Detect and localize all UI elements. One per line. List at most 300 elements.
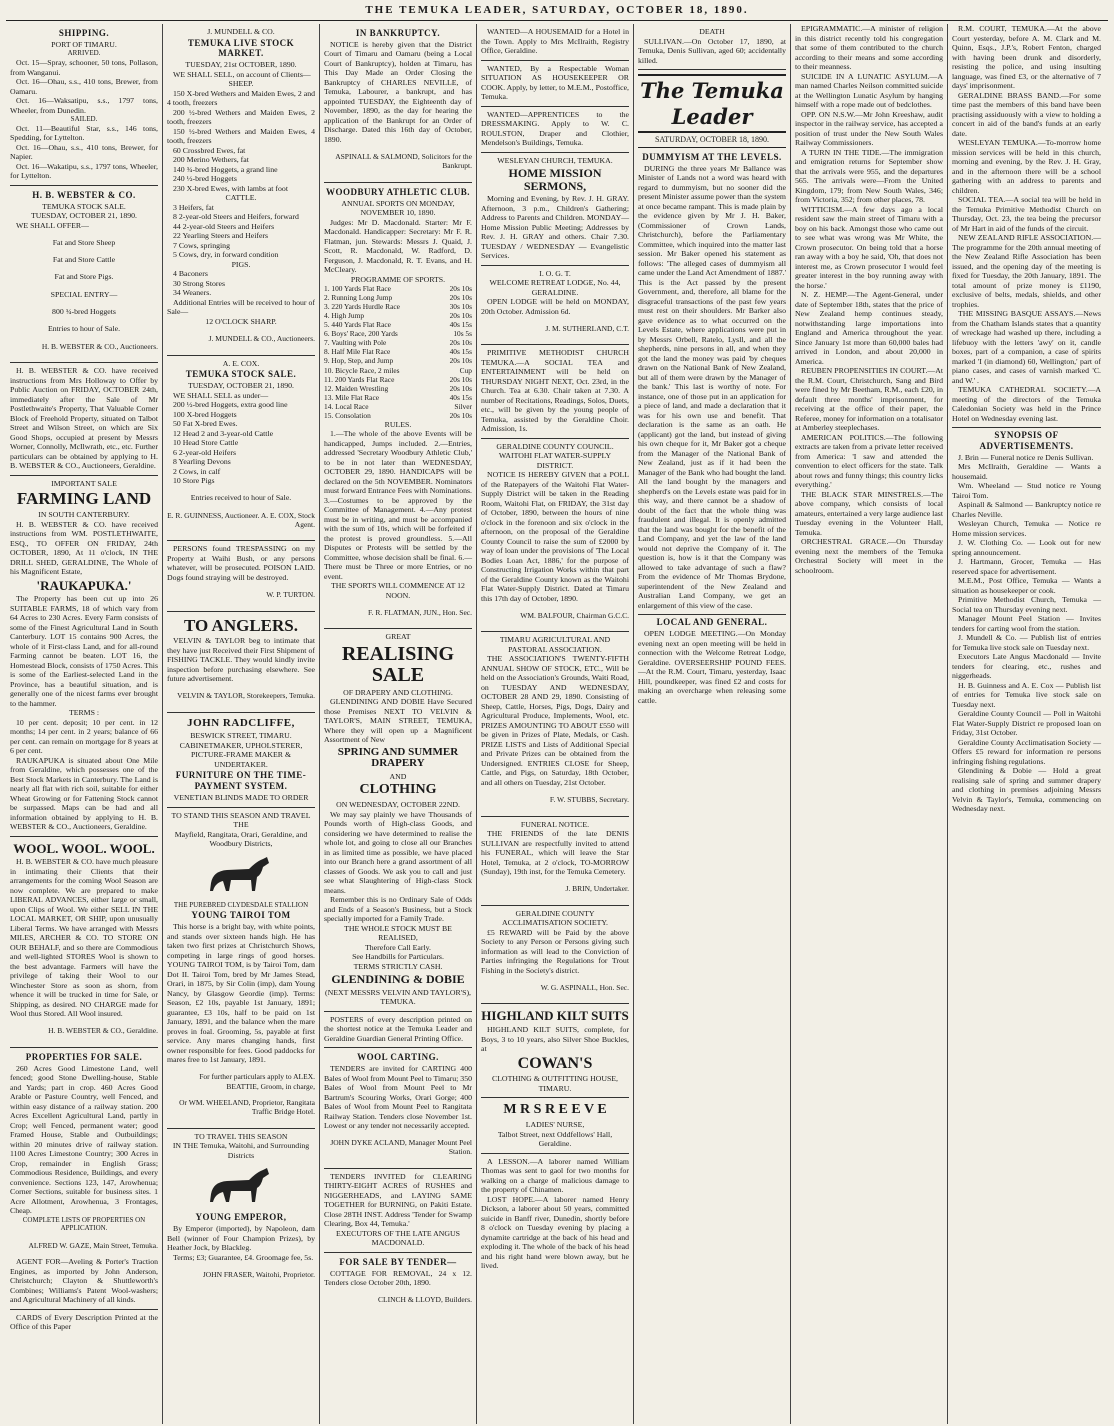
event-row: [324, 375, 472, 384]
ad-body: The Property has been cut up into 26 SUITABLE FARMS, 18 of which vary from 64 Acres to 230 Acres. Every Farm consists of some of the Finest Agricultural Land in South Canterbury. LOT 15 contains 900 Acres, the whole of it First-class Land, and for all-round Farming cannot be beaten. LOT 16, the Homestead Block, consists of 1750 Acres. This is some of the Earliest-selected Land in the Province, has a beautiful situation, and is generally one of the nicest farms ever brought to the hammer.: [10, 594, 158, 708]
ad-subheading: LADIES' NURSE,: [525, 1120, 585, 1130]
ad-body: Terms; £3; Guarantee, £4. Groomage fee, 5s.: [173, 1252, 314, 1262]
ad-body: H. B. WEBSTER & CO. have received instructions from WM. POSTLETHWAITE, ESQ., TO OFFER ON FRIDAY, 24th OCTOBER, 1890, At 11 o'clock, IN THE DRILL SHED, GERALDINE, The Whole of his Magnificent Estate,: [10, 519, 158, 577]
event-row: [324, 338, 472, 347]
ad-signature: For further particulars apply to ALEX. BEATTIE, Groom, in charge,: [199, 1072, 315, 1091]
ad-signature: J. M. SUTHERLAND, C.T.: [545, 323, 629, 333]
cards-ad: [10, 1310, 158, 1336]
ad-line: 12 O'CLOCK SHARP.: [205, 316, 277, 326]
realising-sale-ad: [324, 629, 472, 1011]
event-name: 13. Mile Flat Race: [324, 392, 380, 402]
ad-signature: WM. BALFOUR, Chairman G.C.C.: [520, 610, 629, 620]
event-row: [324, 302, 472, 311]
sheep-entry: 150 X-bred Wethers and Maiden Ewes, 2 and 4 tooth, freezers: [167, 88, 315, 108]
column-7: [948, 24, 1105, 1424]
ad-address: BESWICK STREET, TIMARU.: [190, 731, 292, 741]
waitohi-poll-notice: [481, 439, 629, 633]
event-prize: 20s 10s: [449, 383, 472, 393]
news-paragraph: N. Z. HEMP.—The Agent-General, under date of September 18th, states that the price of New Zealand hemp continues steady, notwithstanding large importations into England and America throughout the year. Since January 1st more than 60,000 bales had arrived in London, and about 20,000 in America.: [795, 290, 943, 366]
ad-body: By Emperor (imported), by Napoleon, dam Bell (winner of Four Champion Prizes), by Heather Jock, by Blackleg.: [167, 1224, 315, 1253]
posters-ad: [324, 1012, 472, 1049]
events-table: [324, 284, 472, 419]
sheep-entry: 60 Crossbred Ewes, fat: [173, 145, 246, 155]
event-name: 2. Running Long Jump: [324, 293, 393, 303]
ad-subheading: ANNUAL SPORTS ON MONDAY, NOVEMBER 10, 1890.: [341, 198, 455, 218]
event-row: [324, 284, 472, 293]
ad-body: H. B. WEBSTER & CO. have received instructions from Mrs Holloway to Offer by Public Auction on FRIDAY, OCTOBER 24th, immediately after the Sale of Mr Postlethwaite's Property, That Valuable Corner Block of Freehold Property, situated on Talbot Street and Wilson Street, on which are Six Good Shops, occupied at present by Messrs Worner, Connolly, McIlwrath, etc., etc. Further particulars can be obtained by applying to H. B. WEBSTER & CO., Auctioneers, Geraldine.: [10, 366, 158, 471]
ad-heading: DEATH: [699, 27, 725, 36]
ad-line: (NEXT MESSRS VELVIN AND TAYLOR'S), TEMUKA.: [325, 987, 471, 1007]
ad-signature: F. R. FLATMAN, JUN., Hon. Sec.: [368, 607, 472, 617]
ad-line: Entries to hour of Sale.: [47, 324, 121, 334]
event-prize: Cup: [459, 365, 472, 375]
ad-body: 260 Acres Good Limestone Land, well fenced; good Stone Dwelling-house, Stable and Yards; part in crop. 460 Acres Good Arable or Pasture Country, well Fenced, and within easy distance of a railway station. 200 Acres Excellent Agricultural Land, partly in Crop; well Fenced, permanent water; good Framed House, Stable and Outbuildings; within 20 minutes drive of railway station. 1100 Acres Limestone Country; 300 Acres in Crop, remainder in English Grass; Commodious Residence, Buildings, and every convenience. Sections 123, 147, Arowhenua; Corner Sections, suitable for business sites. 1 Acre Allotment, Arowhenua, 3 Frontages, Cheap.: [10, 1063, 158, 1216]
ad-body: NOTICE IS HEREBY GIVEN that a POLL of the Ratepayers of the Waitohi Flat Water-Supply District will be taken in the Reading Room, Waitohi Flat, on FRIDAY, the 31st day of October, 1890, between the hours of nine o'clock in the forenoon and six o'clock in the afternoon, on the proposal of the Geraldine County Council to raise the sum of £2000 by way of loan under the provisions of 'The Local Bodies Loan Act, 1886,' for the purpose of Constructing Irrigation Works within that part of the Geraldine County known as the Waitohi Flat Water-Supply District. Dated at Timaru this 17th day of October, 1890.: [481, 470, 629, 603]
sheep-heading: SHEEP.: [228, 79, 254, 89]
ad-line: AND: [389, 771, 407, 781]
local-general-body: OPEN LODGE MEETING.—On Monday evening next an open meeting will be held in connection with the Welcome Retreat Lodge, Geraldine. OVERSEERSHIP POUND FEES.—At the R.M. Court, Timaru, yesterday, Isaac Hill, poundkeeper, was fined £2 and costs for making an overcharge when releasing some cattle.: [638, 629, 786, 705]
ad-address: Talbot Street, next Oddfellows' Hall, Geraldine.: [497, 1129, 613, 1149]
sailing-entry: Oct. 16—Ohau, s.s., 410 tons, Brewer, for Napier.: [10, 142, 158, 162]
sheep-entry: 150 ½-bred Wethers and Maiden Ewes, 4 tooth, freezers: [167, 126, 315, 146]
mundell-stock-market-ad: [167, 24, 315, 356]
ad-subheading: Mayfield, Rangitata, Orari, Geraldine, and Woodbury Districts,: [174, 829, 308, 849]
event-prize: 20s 10s: [449, 293, 472, 303]
ad-body: WANTED, By a Respectable Woman SITUATION AS HOUSEKEEPER OR COOK. Apply, by letter, to M.E.M., Postoffice, Temuka.: [481, 63, 629, 101]
cox-stock-sale-ad: [167, 356, 315, 542]
cattle-entry: 8 2-year-old Steers and Heifers, forward: [173, 212, 299, 222]
ad-line: WE SHALL SELL as under—: [173, 390, 269, 400]
pigs-heading: PIGS.: [231, 259, 251, 269]
cattle-entry: 10 Head Store Cattle: [173, 438, 239, 448]
wesleyan-ad: [481, 153, 629, 266]
event-row: [324, 329, 472, 338]
ad-body: NOTICE is hereby given that the District Court of Timaru and Oamaru (being a Local Court of Bankruptcy), holden at Timaru, has This Day Made an Order Closing the Bankruptcy of CHARLES NEVILLE, of Temuka, Labourer, a bankrupt, and has appointed TUESDAY, the Eighteenth day of November, 1890, as the day for hearing the application of the Bankrupt for an Order of Discharge. Dated this 16th day of October, 1890.: [324, 39, 472, 144]
event-row: [324, 384, 472, 393]
synopsis-item: M.E.M., Post Office, Temuka — Wants a situation as housekeeper or cook.: [952, 576, 1101, 595]
anglers-ad: [167, 612, 315, 713]
ad-body: CARDS of Every Description Printed at the Office of this Paper: [10, 1312, 158, 1332]
ad-body: H. B. WEBSTER & CO. have much pleasure in intimating their Clients that their arrangements for the coming Wool Season are now complete. We are prepared to make LIBERAL ADVANCES, either large or small, upon Clips of Wool. We either SELL IN THE LOCAL MARKET, OR SHIP, upon unusually Liberal Terms. We have arranged with Messrs MILES, ARCHER & CO. TO STORE ON OUR BEHALF, and so there are Commodious and well-lighted STORES Wool is shown to the best advantage. Farmers will have the privilege of taking their Wool to our Winchester Store as soon as shorn, from whence it will be trucked in time for Sale, or Shipping, as desired. NO CHARGE made for Wool thus Stored. All Wool insured.: [10, 857, 158, 1019]
news-paragraph: EPIGRAMMATIC.—A minister of religion in this district recently told his congregation that some of them contributed to the church according to their means and some according to their meanness.: [795, 24, 943, 71]
arrived-list: [10, 58, 158, 115]
death-notice: [638, 24, 786, 70]
news-paragraph: THE BLACK STAR MINSTRELS.—The above company, which consists of local amateurs, entertained a very large audience last Tuesday evening in the Volunteer Hall, Temuka.: [795, 489, 943, 537]
cattle-entry: 5 Cows, dry, in forward condition: [173, 250, 279, 260]
event-row: [324, 356, 472, 365]
event-name: 6. Boys' Race, 200 Yards: [324, 329, 398, 339]
pigs-entry: 10 Store Pigs: [173, 476, 215, 486]
event-row: [324, 393, 472, 402]
event-prize: Silver: [454, 401, 472, 411]
editorial-heading: DUMMYISM AT THE LEVELS.: [642, 151, 782, 162]
column-6: [791, 24, 948, 1424]
sheep-entry: 230 X-bred Ewes, with lambs at foot: [173, 183, 288, 193]
ad-heading: HOME MISSION SERMONS,: [508, 166, 602, 193]
news-items: [481, 1154, 629, 1275]
synopsis-item: Geraldine County Acclimatisation Society — Offers £5 reward for information re persons infringing fishing regulations.: [952, 737, 1101, 766]
ad-subheading: OF DRAPERY AND CLOTHING.: [343, 687, 453, 697]
housemaid-ad: [481, 24, 629, 61]
horse-illustration: [201, 853, 281, 897]
event-name: 8. Half Mile Flat Race: [324, 347, 391, 357]
ad-heading: GLENDINING & DOBIE: [331, 972, 465, 987]
ad-heading: REALISING SALE: [341, 642, 455, 686]
event-prize: 10s 5s: [453, 329, 472, 339]
holloway-auction-ad: [10, 363, 158, 476]
highland-kilt-ad: [481, 1004, 629, 1098]
ad-signature: EXECUTORS OF THE LATE ANGUS MACDONALD.: [335, 1228, 461, 1248]
ad-line: THE WHOLE STOCK MUST BE REALISED,: [344, 923, 452, 943]
synopsis-item: J. Hartmann, Grocer, Temuka — Has reserved space for advertisement.: [952, 557, 1101, 576]
event-name: 14. Local Race: [324, 401, 369, 411]
synopsis-item: H. B. Guinness and A. E. Cox — Publish list of entries for Temuka live stock sale on Tuesday next.: [952, 680, 1101, 709]
radcliffe-ad: [167, 713, 315, 808]
ad-heading: SPRING AND SUMMER DRAPERY: [337, 745, 459, 770]
sheep-entry: 200 ½-bred Wethers and Maiden Ewes, 2 tooth, freezers: [167, 107, 315, 127]
ad-subheading: VENETIAN BLINDS MADE TO ORDER: [173, 793, 309, 803]
event-prize: 40s 15s: [449, 392, 472, 402]
ad-body: 1.—The whole of the above Events will be handicapped, Jumps included. 2.—Entries, addressed 'Secretary Woodbury Athletic Club,' to be in not later than WEDNESDAY, OCTOBER 29, 1890. HANDICAPS will be declared on the 5th NOVEMBER. Nominators must forward Entrance Fees with Nominations. 3.—Costumes to be approved by the Committee of Management. 4.—Any protest must be in writing, and must be accompanied with the sum of 10s, which will be forfeited if the protest is proved groundless. 5.—All Disputes or Protests will be settled by the Committee, whose decision shall be final. 6.—There must be Three or more Entries, or no event.: [324, 429, 472, 581]
pigs-entry: 34 Weaners.: [173, 288, 212, 298]
properties-ad: [10, 1048, 158, 1310]
event-row: [324, 311, 472, 320]
ad-signature: J. MUNDELL & CO., Auctioneers.: [208, 333, 315, 343]
columns: [6, 24, 1108, 1424]
event-prize: 20s 10s: [449, 356, 472, 366]
shipping-section: [10, 24, 158, 186]
ad-signature: W. P. TURTON.: [266, 589, 315, 599]
event-name: 4. High Jump: [324, 311, 365, 321]
news-paragraph: ORCHESTRAL GRACE.—On Thursday evening next the members of the Temuka Orchestral Society will meet in the schoolroom.: [795, 537, 943, 575]
ad-line: TERMS STRICTLY CASH.: [353, 961, 443, 971]
ad-heading: IN BANKRUPTCY.: [355, 28, 441, 38]
ad-line: WE SHALL OFFER—: [16, 220, 89, 230]
primitive-methodist-ad: [481, 345, 629, 439]
ad-body: AGENT FOR—Aveling & Porter's Traction Engines, as imported by John Anderson, Christchurch; Clayton & Shuttleworth's Combines; Williams's Patent Wool-washers; and Agricultural Machinery of all kinds.: [10, 1257, 158, 1305]
local-general-heading: LOCAL AND GENERAL.: [638, 614, 786, 628]
news-paragraph: SOCIAL TEA.—A social tea will be held in the Temuka Primitive Methodist Church on Thursday, Oct. 23, the tea being the precursor of Mr Hart in aid of the funds of the circuit.: [952, 195, 1101, 233]
news-paragraph: AMERICAN POLITICS.—The following extracts are taken from a private letter received from America: 'I saw and attended the convention to elect officers for the state. Talk about rows and funny things; this country licks everything.': [795, 432, 943, 489]
event-row: [324, 402, 472, 411]
ad-signature: ASPINALL & SALMOND, Solicitors for the Bankrupt.: [335, 151, 472, 171]
event-row: [324, 293, 472, 302]
ad-signature: JOHN FRASER, Waitohi, Proprietor.: [202, 1269, 315, 1279]
news-paragraph: A LESSON.—A laborer named William Thomas was sent to gaol for two months for walking on a charge of malicious damage to the property of Chinamen.: [481, 1156, 629, 1195]
trespass-ad: [167, 541, 315, 611]
ad-body: RAUKAPUKA is situated about One Mile from Geraldine, which possesses one of the Best Stock Markets in Canterbury. The Land is nearly all flat with rich soil, suitable for either Wheat Growing or for Fattening Stock cannot be surpassed. Maps can be had and all information obtained by applying to H. B. WEBSTER & CO., Auctioneers, Geraldine.: [10, 755, 158, 832]
rules-heading: RULES.: [384, 419, 412, 429]
cattle-entry: 6 2-year-old Heifers: [173, 447, 237, 457]
ad-subheading: TEMUKA STOCK SALE.: [185, 369, 297, 380]
ad-line: THE SPORTS WILL COMMENCE AT 12 NOON.: [331, 581, 465, 600]
ad-heading: J. MUNDELL & CO.: [207, 27, 275, 36]
synopsis-item: Mrs McIlraith, Geraldine — Wants a housemaid.: [952, 462, 1101, 481]
reeve-ad: [481, 1098, 629, 1153]
event-name: 15. Consolation: [324, 410, 371, 420]
ad-subheading: TEMUKA STOCK SALE.: [42, 201, 126, 211]
synopsis-item: J. Brin — Funeral notice re Denis Sullivan.: [958, 452, 1094, 462]
event-prize: 20s 10s: [449, 338, 472, 348]
ad-heading: TO ANGLERS.: [183, 615, 298, 635]
ad-signature: W. G. ASPINALL, Hon. Sec.: [540, 982, 629, 992]
sheep-entry: 100 X-bred Hoggets: [173, 409, 237, 419]
event-prize: 40s 15s: [449, 347, 472, 357]
news-paragraph: TEMUKA CATHEDRAL SOCIETY.—A meeting of the directors of the Temuka Caledonian Society was held in the Prince Hotel on Wednesday evening last.: [952, 385, 1101, 423]
emperor-stallion-ad: [167, 1129, 315, 1291]
horse-illustration: [201, 1164, 281, 1208]
event-row: [324, 366, 472, 375]
ad-heading: FOR SALE BY TENDER—: [339, 1256, 457, 1267]
sailing-entry: Oct. 11—Beautiful Star, s.s., 146 tons, Spedding, for Lyttelton.: [10, 123, 158, 143]
synopsis-item: Aspinall & Salmond — Bankruptcy notice re Charles Neville.: [952, 500, 1101, 519]
ad-body: GLENDINING AND DOBIE Have Secured those Premises NEXT TO VELVIN & TAYLOR'S, MAIN STREET, TEMUKA, Where they will open up a Magnificent Assortment of New: [324, 697, 472, 745]
news-paragraph: A TURN IN THE TIDE.—The immigration and emigration returns for September show that the arrivals were 955, and the departures 565. The arrivals were—From the United Kingdom, 179; from New South Wales, 346; from Victoria, 352; from other places, 78.: [795, 147, 943, 204]
ad-heading: CLOTHING: [359, 782, 437, 798]
ad-subheading: TO STAND THIS SEASON AND TRAVEL THE: [171, 810, 311, 830]
column-2: [163, 24, 320, 1424]
event-name: 3. 220 Yards Hurdle Race: [324, 302, 400, 312]
news-paragraph: GERALDINE BRASS BAND.—For some time past the members of this band have been practising assiduously with a view to holding a concert in aid of the band's funds at an early date.: [952, 90, 1101, 138]
clearing-tender-ad: [324, 1169, 472, 1253]
sailed-heading: SAILED.: [70, 115, 98, 123]
woodbury-athletic-ad: [324, 183, 472, 630]
ad-line: Additional Entries will be received to hour of Sale—: [167, 297, 315, 317]
cattle-entry: 3 Heifers, fat: [173, 202, 214, 212]
bankruptcy-notice: [324, 24, 472, 183]
ad-body: £5 REWARD will be Paid by the above Society to any Person or Persons giving such information as will lead to the Conviction of Parties infringing the Regulations for Trout Fishing in the Society's district.: [481, 927, 629, 975]
ad-body: PERSONS found TRESPASSING on my Property at Waihi Bush, or any persons whatever, will be prosecuted. POISON LAID. Dogs found straying will be destroyed.: [167, 544, 315, 582]
sheep-entry: 240 ½-bred Hoggets: [173, 174, 237, 184]
agricultural-show-ad: [481, 632, 629, 816]
wool-carting-ad: [324, 1048, 472, 1169]
sheep-entry: 50 Fat X-bred Ewes.: [173, 419, 238, 429]
cattle-entry: 22 Yearling Steers and Heifers: [173, 231, 269, 241]
paper-date: SATURDAY, OCTOBER 18, 1890.: [638, 135, 786, 148]
event-prize: 20s 10s: [449, 410, 472, 420]
ad-line: Entries received to hour of Sale.: [190, 493, 292, 503]
ad-body: Judges: Mr D. Macdonald. Starter: Mr F. Macdonald. Handicapper: Secretary: Mr F. R. Flatman, jun. Stewards: Messrs J. Quaid, J. Scott, R. Macdonald, W. Radford, D. Ferguson, J. Macdonald, R. T. Evans, and H. McCleary.: [324, 217, 472, 275]
ad-body: THE ASSOCIATION'S TWENTY-FIFTH ANNUAL SHOW OF STOCK, ETC., Will be held on the Association's Grounds, Waiti Road, on TUESDAY AND WEDNESDAY, OCTOBER 28 AND 29, 1890. Consisting of Sheep, Cattle, Horses, Pigs, Dogs, Dairy and Agricultural Produce, Implements, Wool, etc. PRIZES AMOUNTING TO ABOUT £550 will be given in Prizes of Plate, Medals, or Cash. PRIZE LISTS and Lists of Additional Special and Private Prizes can be obtained from the Undersigned. ENTRIES CLOSE for Sheep, Cattle, and Pigs, on Saturday, 18th October, and all others on Tuesday, 21st October.: [481, 654, 629, 787]
synopsis-list: [952, 453, 1101, 814]
ad-subheading: IN THE Temuka, Waitohi, and Surrounding Districts: [172, 1141, 310, 1160]
iogt-ad: [481, 266, 629, 346]
event-prize: 20s 10s: [449, 284, 472, 294]
ad-subheading: IN SOUTH CANTERBURY.: [38, 510, 130, 520]
column-3: [320, 24, 477, 1424]
ad-heading: PROPERTIES FOR SALE.: [25, 1051, 143, 1062]
ad-heading: M R S R E E V E: [503, 1102, 607, 1118]
webster-stock-sale-ad: [10, 186, 158, 364]
ad-signature: ALFRED W. GAZE, Main Street, Temuka.: [28, 1240, 158, 1250]
arrival-entry: Oct. 16—Ohau, s.s., 410 tons, Brewer, from Oamaru.: [10, 77, 158, 96]
ad-body: WANTED—APPRENTICES to the DRESSMAKING. Apply to W. C. ROULSTON, Draper and Clothier, Mendelson's Buildings, Temuka.: [481, 109, 629, 147]
cottage-tender-ad: [324, 1253, 472, 1316]
ad-line: 800 ¾-bred Hoggets: [52, 306, 116, 316]
ad-note: COMPLETE LISTS OF PROPERTIES ON APPLICATION.: [22, 1215, 146, 1233]
ad-heading: I. O. G. T.: [539, 268, 571, 278]
sheep-entry: 200 ½-bred Hoggets, extra good line: [173, 400, 288, 410]
ad-date: TUESDAY, OCTOBER 21, 1890.: [31, 211, 137, 220]
cattle-entry: 12 Head 2 and 3-year-old Cattle: [173, 428, 274, 438]
ad-heading: A. E. COX.: [222, 358, 260, 368]
ad-signature: H. B. WEBSTER & CO., Auctioneers.: [41, 341, 158, 351]
pigs-entry: 4 Baconers: [173, 269, 208, 279]
ad-body: SULLIVAN.—On October 17, 1890, at Temuka, Denis Sullivan, aged 60; accidentally killed.: [638, 36, 786, 65]
event-prize: 20s 10s: [449, 374, 472, 384]
sailing-entry: Oct. 16—Wakatipu, s.s., 1797 tons, Wheeler, for Lyttelton.: [10, 161, 158, 181]
ad-body: THE FRIENDS of the late DENIS SULLIVAN are respectfully invited to attend his FUNERAL, which will leave the Star Hotel, Temuka, at 2 o'clock, TO-MORROW (Sunday), 19th inst, for the Temuka Cemetery.: [481, 829, 629, 877]
ad-subheading: WESLEYAN CHURCH, TEMUKA.: [497, 155, 613, 165]
news-paragraph: R.M. COURT, TEMUKA.—At the above Court yesterday, before A. M. Clark and M. Quinn, Esqs., J.P.'s, Robert Fenton, charged with having been drunk and disorderly, resisting the police, and using insulting language, was fined £3, or the alternative of 7 days' imprisonment.: [952, 24, 1101, 90]
farming-land-ad: [10, 476, 158, 837]
ad-line: Fat and Store Pigs.: [54, 272, 114, 282]
synopsis-item: Wesleyan Church, Temuka — Notice re Home mission services.: [952, 519, 1101, 538]
ad-line: Fat and Store Sheep: [52, 237, 116, 247]
ad-signature: E. R. GUINNESS, Auctioneer. A. E. COX, Stock Agent.: [167, 510, 315, 529]
ad-subheading: IMPORTANT SALE: [51, 478, 117, 488]
synopsis-item: Wm. Wheeland — Stud notice re Young Tairoi Tom.: [952, 481, 1101, 500]
sheep-entry: 200 Merino Wethers, fat: [173, 155, 249, 165]
arrived-heading: ARRIVED.: [67, 49, 101, 58]
ad-body: We may say plainly we have Thousands of Pounds worth of High-class Goods, and considering we have determined to realise the whole lot, and going to close all our Branches in as limited time as possible, we have placed into our Branch here a grand assortment of all classes of Goods. We ask you to call and just see what Slaughtering of High-class Stock means.: [324, 809, 472, 895]
ad-body: HIGHLAND KILT SUITS, complete, for Boys, 3 to 10 years, also Silver Shoe Buckles, at: [481, 1025, 629, 1054]
ad-heading: TIMARU AGRICULTURAL AND PASTORAL ASSOCIATION.: [499, 635, 611, 654]
synopsis-item: Primitive Methodist Church, Temuka — Social tea on Thursday evening next.: [952, 595, 1101, 614]
event-row: [324, 347, 472, 356]
synopsis-item: Manager Mount Peel Station — Invites tenders for carting wool from the station.: [952, 614, 1101, 633]
wool-ad: [10, 837, 158, 1048]
synopsis-item: Glendining & Dobie — Hold a great realising sale of spring and summer drapery and clothing in premises adjoining Messrs Velvin & Taylor's, Temuka, commencing on Wednesday next.: [952, 766, 1101, 814]
news-paragraph: REUBEN PROPENSITIES IN COURT.—At the R.M. Court, Christchurch, Sang and Bird were fined by Mr Beetham, R.M., each £20, in default three months' imprisonment, for receiving at the office of their paper, the Referee, money for information on a totalisator at Amberley steeplechases.: [795, 366, 943, 432]
ad-line: See Handbills for Particulars.: [352, 952, 444, 962]
ad-subheading: GREAT: [385, 632, 411, 642]
ad-heading: FARMING LAND: [16, 489, 152, 509]
event-name: 10. Bicycle Race, 2 miles: [324, 365, 400, 375]
event-name: 11. 200 Yards Flat Race: [324, 374, 395, 384]
port-heading: PORT OF TIMARU.: [51, 39, 117, 49]
masthead: THE TEMUKA LEADER, SATURDAY, OCTOBER 18, 1890.: [6, 4, 1108, 21]
ad-line: Therefore Call Early.: [365, 942, 431, 952]
ad-heading: H. B. WEBSTER & CO.: [32, 189, 136, 200]
synopsis-heading: SYNOPSIS OF ADVERTISEMENTS.: [952, 427, 1101, 452]
column-1: [6, 24, 163, 1424]
ad-signature: JOHN DYKE ACLAND, Manager Mount Peel Station.: [330, 1138, 472, 1157]
news-paragraph: OPP. ON N.S.W.—Mr John Kreeshaw, audit inspector in the railway service, has accepted a position of trust under the New South Wales Railway Commissioners.: [795, 109, 943, 147]
funeral-notice: [481, 817, 629, 906]
ad-heading: HIGHLAND KILT SUITS: [481, 1008, 629, 1024]
shipping-heading: SHIPPING.: [58, 28, 110, 38]
ad-heading: COWAN'S: [517, 1054, 593, 1072]
cattle-entry: 44 2-year-old Steers and Heifers: [173, 221, 275, 231]
sailed-list: [10, 124, 158, 181]
synopsis-item: J. Mundell & Co. — Publish list of entries for Temuka live stock sale on Tuesday next.: [952, 633, 1101, 652]
ad-heading: WOODBURY ATHLETIC CLUB.: [326, 186, 470, 197]
ad-subheading: THE PUREBRED CLYDESDALE STALLION: [173, 900, 309, 909]
event-name: 1. 100 Yards Flat Race: [324, 284, 391, 294]
ad-body: Remember this is no Ordinary Sale of Odds and Ends of a Season's Business, but a Stock specially imported for a Family Trade.: [324, 895, 472, 924]
news-paragraph: THE MISSING BASQUE ASSAYS.—News from the Chatham Islands states that a quantity of wreckage had washed up there, including a lifebuoy with the letters 'awy' on it, candle boxes, part of a companion, a case of spirits marked 'I (in diamond) 60, Wellington,' part of piano cases, and cases of varnish marked 'C. and W.' .: [952, 309, 1101, 385]
ad-signature: H. B. WEBSTER & CO., Geraldine.: [48, 1026, 158, 1036]
ad-body: COTTAGE FOR REMOVAL, 24 x 12. Tenders close October 20th, 1890.: [324, 1268, 472, 1288]
ad-subheading: FURNITURE ON THE TIME-PAYMENT SYSTEM.: [175, 770, 307, 792]
paper-title: The Temuka Leader: [638, 74, 786, 133]
synopsis-item: Geraldine County Council — Poll in Waitohi Flat Water-Supply District re proposed loan on Friday, 31st October.: [952, 709, 1101, 738]
ad-heading: YOUNG EMPEROR,: [195, 1212, 287, 1223]
ad-body: TENDERS INVITED for CLEARING THIRTY-EIGHT ACRES of RUSHES and NIGGERHEADS, and LAYING SAME TOGETHER for BURNING, on Pakiti Estate. Close 28TH INST. Address 'Tender for Swamp Clearing, Box 44, Temuka.': [324, 1171, 472, 1229]
ad-body: VELVIN & TAYLOR beg to intimate that they have just Received their First Shipment of FISHING TACKLE. They would kindly invite inspection before purchasing elsewhere. See future advertisement.: [167, 636, 315, 684]
ad-date: TUESDAY, OCTOBER 21, 1890.: [188, 381, 294, 391]
ad-body: Morning and Evening, by Rev. J. H. GRAY. Afternoon, 3 p.m., Children's Gathering; Address to Parents and Children. MONDAY—Home Mission Public Meeting; Addresses by Rev. J. H. GRAY and others. Chair 7.30. TUESDAY / WEDNESDAY — Evangelistic Services.: [481, 194, 629, 261]
cattle-entry: 7 Cows, springing: [173, 240, 230, 250]
terms-heading: TERMS :: [68, 708, 100, 718]
sheep-entry: 140 ¾-bred Hoggets, a grand line: [173, 164, 278, 174]
ad-line: SPECIAL ENTRY—: [50, 289, 118, 299]
ad-body: TENDERS are invited for CARTING 400 Bales of Wool from Mount Peel to Timaru; 350 Bales of Wool from Mount Peel to Mr Bartrum's Scouring Works, Orari Gorge; 400 Bales of Wool from Mount Peel to Rangitata Railway Station. Tenders close November 1st. Lowest or any tender not necessarily accepted.: [324, 1064, 472, 1131]
cattle-heading: CATTLE.: [225, 193, 257, 203]
column-5: [634, 24, 791, 1424]
event-row: [324, 411, 472, 420]
event-prize: 40s 15s: [449, 320, 472, 330]
ad-subheading: TO TRAVEL THIS SEASON: [194, 1131, 288, 1141]
ad-subheading: CABINETMAKER, UPHOLSTERER, PICTURE-FRAME MAKER & UNDERTAKER.: [179, 740, 303, 769]
ad-subheading: WELCOME RETREAT LODGE, No. 44, GERALDINE.: [489, 278, 621, 297]
event-name: 5. 440 Yards Flat Race: [324, 320, 391, 330]
column-4: [477, 24, 634, 1424]
cattle-entry: 8 Yearling Devons: [173, 457, 231, 467]
news-paragraph: NEW ZEALAND RIFLE ASSOCIATION.—The programme for the 20th annual meeting of the New Zealand Rifle Association has been issued, and the opening day of the meeting is fixed for Tuesday, the 20th January, 1891. The total amount of prize money is £1190, exclusive of belts, medals, shields, and other trophies.: [952, 233, 1101, 309]
ad-body: WANTED—A HOUSEMAID for a Hotel in the Town. Apply to Mrs McIlraith, Registry Office, Geraldine.: [481, 27, 629, 55]
ad-line: WE SHALL SELL, on account of Clients—: [173, 69, 311, 79]
cattle-entry: 2 Cows, in calf: [173, 466, 221, 476]
ad-date: TUESDAY, 21st OCTOBER, 1890.: [185, 60, 297, 70]
ad-heading: YOUNG TAIROI TOM: [191, 910, 291, 921]
ad-line: Fat and Store Cattle: [52, 255, 116, 265]
ad-heading: GERALDINE COUNTY ACCLIMATISATION SOCIETY.: [502, 908, 608, 928]
ad-date: ON WEDNESDAY, OCTOBER 22ND.: [336, 800, 460, 810]
ad-subheading: TEMUKA LIVE STOCK MARKET.: [187, 37, 295, 59]
ad-signature: Or WM. WHEELAND, Proprietor, Rangitata Traffic Bridge Hotel.: [179, 1098, 315, 1117]
synopsis-item: J. W. Clothing Co. — Look out for new spring announcement.: [952, 538, 1101, 557]
ad-body: 10 per cent. deposit; 10 per cent. in 12 months; 14 per cent. in 2 years; balance of 66 per cent. can remain on mortgage for 8 years at 6 per cent.: [10, 717, 158, 756]
event-name: 7. Vaulting with Pole: [324, 338, 387, 348]
ad-heading: WOOL CARTING.: [357, 1052, 439, 1063]
editorial-body: DURING the three years Mr Ballance was Minister of Lands not a word was heard with regard to dummyism, but no sooner did the present Minister assume power than the system at once became rampant. This is made plain by the evidence given by Mr J. H. Baker, (Commissioner of Crown Lands, Christchurch), before the Parliamentary Committee, which inquired into the matter last session. Mr Baker opened his statement as follows: 'The alleged cases of dummyism all came under the Land Act Amendment of 1887.' This is the Act passed by the present Government, and, therefore, all blame for the disgraceful transactions of the past few years must rest on their shoulders. Mr Barker also gave evidence as to what occurred on the Levels Estate, where applications were put in by Messrs Orbell, Ratelo, Lysll, and all the shepherds, nine persons in all, and when they got the land the money was paid 'by cheques drawn on the National Bank of New Zealand, but all of them were drawn by the Manager of the bank.' This last is worthy of note. For instance, one of those put in an application for a piece of land, and made a declaration that it was for his own use and benefit. That declaration is the same as an oath. He (applicant) got the land, but instead of giving his own cheque for it, Mr Baker got a cheque from the Manager of the National Bank of New Zealand, just as if it had been the Manager of the Bank who had bought the land. All the land bought by the managers and shepherd's on the Levels estate was paid for in this way, and there cannot be a shadow of doubt of the fact that the whole thing was fraudulent and illegal. It is openly admitted that the land was bought for the benefit of the Land Company, and yet the law of the land would not deprive the Company of it. The question is, how is it that the Company was allowed to take advantage of such a flaw? From the evidence of Mr Thomas Brydone, superintendent of the New Zealand and Australian Land Company, we get an enlargement of this view of the case.: [638, 163, 786, 610]
news-paragraph: SUICIDE IN A LUNATIC ASYLUM.—A man named Charles Neilson committed suicide at the Wellington Lunatic Asylum by hanging himself with a rope made out of bedclothes.: [795, 71, 943, 109]
tairoi-stallion-ad: [167, 808, 315, 1129]
housekeeper-ad: [481, 61, 629, 107]
estate-name: 'RAUKAPUKA.': [36, 577, 132, 593]
ad-body: POSTERS of every description printed on the shortest notice at the Temuka Leader and Geraldine Guardian General Printing Office.: [324, 1014, 472, 1043]
ad-heading: WOOL. WOOL. WOOL.: [13, 840, 155, 856]
ad-heading: FUNERAL NOTICE.: [520, 819, 590, 829]
ad-signature: VELVIN & TAYLOR, Storekeepers, Temuka.: [177, 691, 315, 701]
programme-heading: PROGRAMME OF SPORTS.: [350, 274, 446, 284]
apprentices-ad: [481, 107, 629, 153]
acclimatisation-ad: [481, 906, 629, 1005]
news-paragraph: WITTICISM.—A few days ago a local resident saw the main street of Timaru with a boy on his back. Amongst those who came out to see what was wrong was Mr White, the Crown prosecutor. On being told that a horse ran away with a boy he said, 'Oh, that does not interest me, as Crown prosecutor I would feel greater interest in the boy running away with the horse.': [795, 204, 943, 290]
event-row: [324, 320, 472, 329]
ad-body: This horse is a bright bay, with white points, and stands over sixteen hands high. He has taken two first prizes at Christchurch Shows, competing in large rings of good horses. YOUNG TAIROI TOM, is by Tairoi Tom, dam Dot II. Tairoi Tom, bred by Mr James Stead, Orari, in 1875, by Sir Colin (imp), dam Young Nancy, by Glasgow Geordie (imp). Terms: Season, £2 10s, payable 1st January, 1891; guarantee, £3 10s, half to be paid on 1st January, 1891, and the balance when the mare proves in foal. Grooming, 5s, payable at first service. Any mares changing hands, first owner responsible for fees. Good paddocks for mares free to 1st January, 1891.: [167, 922, 315, 1065]
ad-body: PRIMITIVE METHODIST CHURCH TEMUKA.—A SOCIAL TEA and ENTERTAINMENT will be held on THURSDAY NIGHT NEXT, Oct. 23rd, in the Church. Tea at 6.30. Chair taken at 7.30. A number of Recitations, Readings, Solos, Duets, etc., will be given by the young people of Temuka, assisted by the Geraldine Choir. Admission, 1s.: [481, 348, 629, 434]
event-name: 9. Hop, Step, and Jump: [324, 356, 394, 366]
ad-signature: CLINCH & LLOYD, Builders.: [378, 1295, 472, 1305]
event-prize: 20s 10s: [449, 311, 472, 321]
news-paragraph: WESLEYAN TEMUKA.—To-morrow home mission services will be held in this church, morning and evening, by the Rev. J. H. Gray, and in the afternoon there will be a school gathering with an address to parents and children.: [952, 138, 1101, 195]
ad-signature: F. W. STUBBS, Secretary.: [549, 794, 629, 804]
arrival-entry: Oct. 16—Waksatipu, s.s., 1797 tons, Wheeler, from Dunedin.: [10, 96, 158, 115]
event-name: 12. Maiden Wrestling: [324, 383, 389, 393]
